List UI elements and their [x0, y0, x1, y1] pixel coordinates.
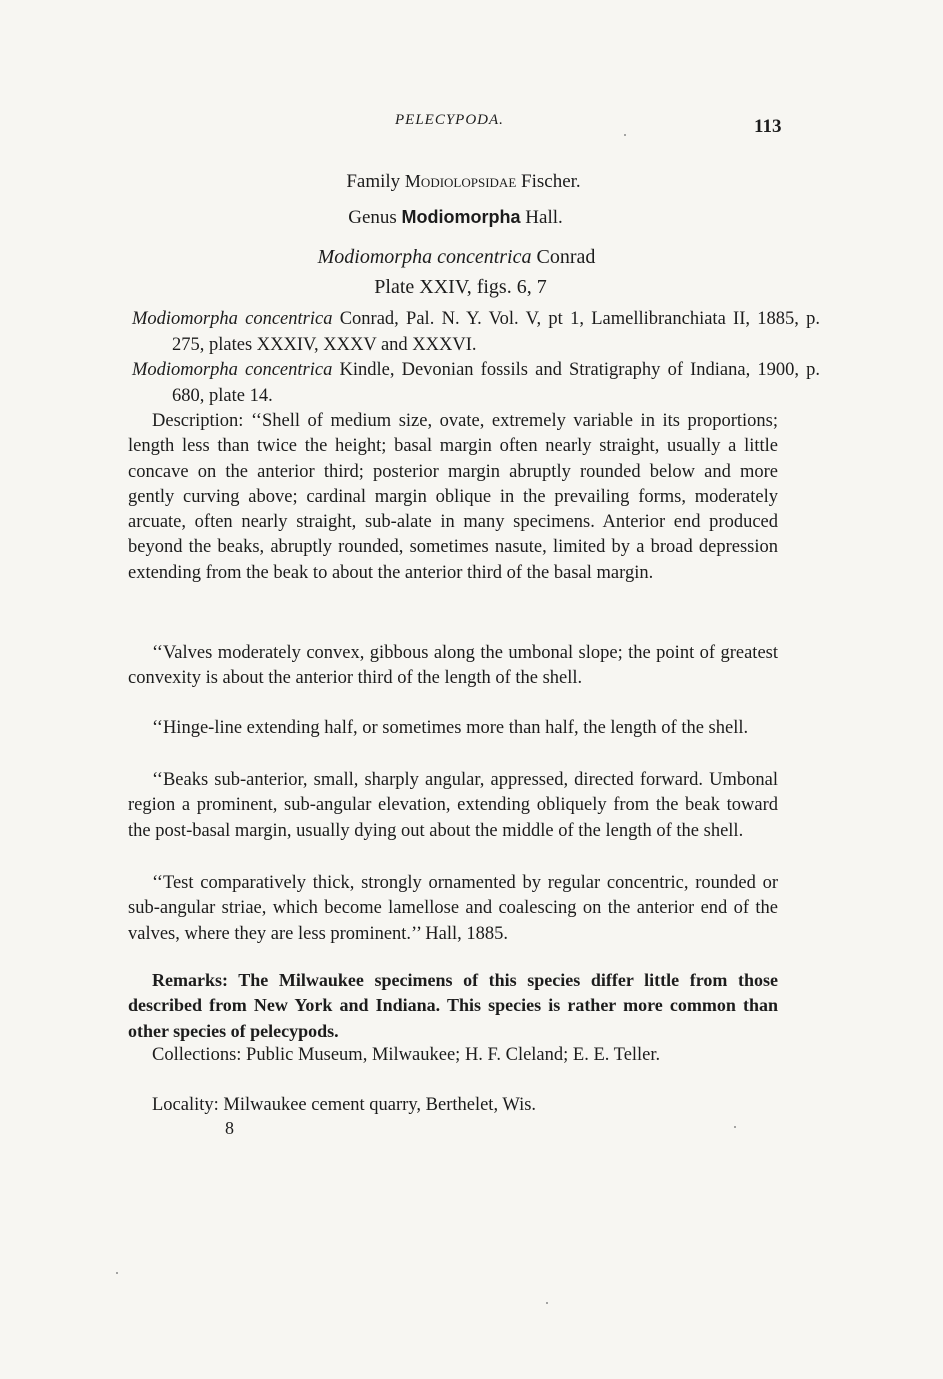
locality-label: Locality: [152, 1095, 219, 1115]
signature-mark: 8 [225, 1118, 234, 1138]
paper-speck [734, 1126, 736, 1128]
family-name: Modiolopsidae [404, 171, 517, 191]
beaks-paragraph: ‘‘Beaks sub-anterior, small, sharply angular, appressed, directed forward. Umbonal region a prominent, sub-angular elevation, extending obliquely from the beak toward the post-basal margin, usually dying out about the middle of the length of the shell. [128, 770, 778, 841]
species-name: Modiomorpha concentrica [317, 246, 532, 268]
genus-author: Hall. [520, 207, 563, 228]
synonymy-text: Kindle, Devonian fossils and Stratigraphy of Indiana, 1900, p. 680, plate 14. [172, 360, 821, 406]
running-title: PELECYPODA. [395, 112, 504, 128]
family-author: Fischer. [516, 171, 581, 192]
locality-paragraph [128, 1093, 778, 1118]
remarks-text: The Milwaukee specimens of this species differ little from those described from New York and Indiana. This species is rather more common than other species of pelecypods. [128, 970, 778, 1041]
remarks-paragraph [128, 968, 778, 1044]
synonymy-entry [132, 357, 820, 409]
genus-name: Modiomorpha [401, 207, 521, 227]
paper-speck [116, 1272, 118, 1274]
family-prefix: Family [346, 171, 405, 192]
synonymy-text: Conrad, Pal. N. Y. Vol. V, pt 1, Lamellibranchiata II, 1885, p. 275, plates XXXIV, XXXV and XXXVI. [172, 309, 821, 355]
species-heading [0, 246, 928, 269]
page-number: 113 [754, 116, 782, 137]
collections-label: Collections: [152, 1045, 242, 1065]
synonymy-entry [132, 306, 820, 358]
paper-speck [624, 134, 626, 136]
paper-speck [546, 1302, 548, 1304]
remarks-label: Remarks: [152, 970, 228, 990]
description-paragraph [128, 409, 778, 586]
species-author: Conrad [531, 246, 596, 268]
synonymy-name: Modiomorpha concentrica [132, 309, 333, 329]
valves-paragraph: ‘‘Valves moderately convex, gibbous along the umbonal slope; the point of greatest convexity is about the anterior third of the length of the shell. [128, 643, 778, 689]
test-paragraph: ‘‘Test comparatively thick, strongly ornamented by regular concentric, rounded or sub-angular striae, which become lamellose and coalescing on the anterior end of the valves, where they are less prominent.’’ Hall, 1885. [128, 873, 778, 944]
description-label: Description: [152, 411, 244, 431]
genus-heading [0, 207, 927, 229]
hinge-paragraph: ‘‘Hinge-line extending half, or sometimes more than half, the length of the shell. [152, 718, 749, 738]
locality-text: Milwaukee cement quarry, Berthelet, Wis. [218, 1095, 537, 1115]
collections-text: Public Museum, Milwaukee; H. F. Cleland; E. E. Teller. [241, 1045, 661, 1065]
synonymy-name: Modiomorpha concentrica [132, 360, 333, 380]
collections-paragraph [128, 1043, 778, 1068]
family-heading [0, 171, 935, 193]
plate-reference: Plate XXIV, figs. 6, 7 [374, 276, 547, 298]
genus-prefix: Genus [348, 207, 402, 228]
description-text: ‘‘Shell of medium size, ovate, extremely variable in its proportions; length less than twice the height; basal margin often nearly straight, usually a little concave on the anterior third; posterior margin abruptly rounded below and more gently curving above; cardinal margin oblique in the prevailing forms, moderately arcuate, often nearly straight, sub-alate in many specimens. Anterior end produced beyond the beaks, abruptly rounded, sometimes nasute, limited by a broad depression extending from the beak to about the anterior third of the basal margin. [128, 411, 778, 583]
